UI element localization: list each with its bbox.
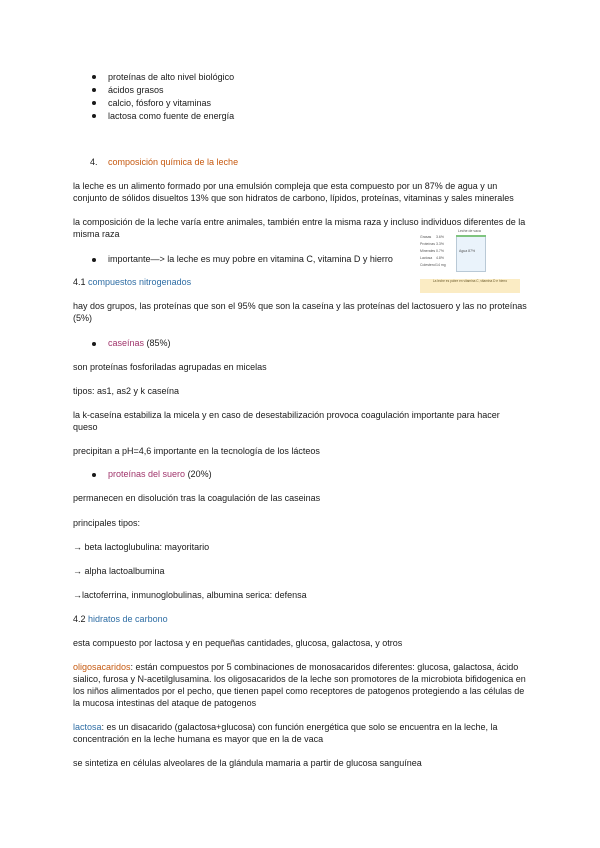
section-number: 4.1: [73, 277, 86, 287]
paragraph-lactoferrina: →lactoferrina, inmunoglobulinas, albumina serica: defensa: [73, 590, 307, 600]
lactosa-text: : es un disacarido (galactosa+glucosa) con función energética que solo se encuentra en la leche, la concentración en la leche humana es mayor que en la de vaca: [73, 722, 498, 744]
infographic-row-value: 14 mg: [436, 263, 446, 267]
milk-composition-infographic: [420, 227, 525, 287]
paragraph-alpha: → alpha lactoalbumina: [73, 566, 165, 576]
section-heading: hidratos de carbono: [88, 614, 168, 624]
bullet-dot: [92, 101, 96, 105]
suero-pct: (20%): [185, 469, 212, 479]
list-item: ácidos grasos: [108, 85, 164, 95]
section-heading: composición química de la leche: [108, 157, 239, 167]
paragraph-permanecen: permanecen en disolución tras la coagulación de las caseinas: [73, 493, 321, 503]
bullet-dot: [92, 473, 96, 477]
paragraph-beta: → beta lactoglubulina: mayoritario: [73, 542, 210, 552]
infographic-row-label: Minerales: [420, 249, 436, 253]
list-item: proteínas de alto nivel biológico: [108, 72, 235, 82]
caseinas-pct: (85%): [144, 338, 171, 348]
paragraph-oligosacaridos: [73, 661, 533, 709]
infographic-row-label: Lactosa: [420, 256, 433, 260]
paragraph-ph: precipitan a pH=4,6 importante en la tecnología de los lácteos: [73, 446, 320, 456]
milk-glass-icon: [456, 235, 486, 272]
bullet-dot: [92, 114, 96, 118]
infographic-row-value: 4.8%: [436, 256, 444, 260]
term-proteinas-suero: proteínas del suero: [108, 469, 186, 479]
paragraph-fosforiladas: son proteínas fosforiladas agrupadas en micelas: [73, 362, 267, 372]
paragraph-lactosa: [73, 721, 533, 745]
infographic-row-label: Grasas: [420, 235, 432, 239]
milk-level-icon: [456, 235, 486, 237]
oligosacaridos-text: : están compuestos por 5 combinaciones de monosacaridos diferentes: glucosa, galactosa, ácido sialico, furosa y N-acetilglusamina. los oligosacaridos de la leche son promotores de la microbiota bifidogenica en los niños alimentados por el pecho, que tienen papel como receptores de patogenos protegiendo a las células de la mucosa intestinas del ataque de patogenos: [73, 662, 526, 708]
bullet-dot: [92, 258, 96, 262]
glass-label: Agua 87%: [459, 249, 476, 253]
infographic-row-value: 3.3%: [436, 242, 444, 246]
bullet-dot: [92, 342, 96, 346]
paragraph-principales: principales tipos:: [73, 518, 141, 528]
section-number: 4.: [90, 157, 98, 167]
bullet-dot: [92, 75, 96, 79]
paragraph-tipos: tipos: as1, as2 y k caseína: [73, 386, 180, 396]
paragraph-kcaseina: la k-caseína estabiliza la micela y en caso de desestabilización provoca coagulación importante para hacer queso: [73, 410, 500, 432]
paragraph-hidratos: esta compuesto por lactosa y en pequeñas cantidades, glucosa, galactosa, y otros: [73, 638, 403, 648]
term-lactosa: lactosa: [73, 722, 102, 732]
list-item: calcio, fósforo y vitaminas: [108, 98, 212, 108]
section-heading: compuestos nitrogenados: [88, 277, 192, 287]
section-number: 4.2: [73, 614, 86, 624]
infographic-row-value: 3.6%: [436, 235, 444, 239]
list-item: importante—> la leche es muy pobre en vitamina C, vitamina D y hierro: [108, 254, 393, 264]
paragraph-intro: la leche es un alimento formado por una emulsión compleja que esta compuesto por un 87% de agua y un conjunto de sólidos disueltos 13% que son hidratos de carbono, lípidos, proteínas, vitaminas y sales minerales: [73, 181, 514, 203]
infographic-row-label: Proteínas: [420, 242, 435, 246]
list-item: lactosa como fuente de energía: [108, 111, 235, 121]
infographic-row-value: 0.7%: [436, 249, 444, 253]
infographic-top-label: Leche de vaca: [458, 229, 481, 233]
infographic-row-label: Colesterol: [420, 263, 436, 267]
paragraph-composition: la composición de la leche varía entre animales, también entre la misma raza y incluso individuos diferentes de la misma raza: [73, 217, 526, 239]
paragraph-grupos: hay dos grupos, las proteínas que son el 95% que son la caseína y las proteínas del lactosuero y las no proteínas (5%): [73, 301, 527, 323]
term-oligosacaridos: oligosacaridos: [73, 662, 131, 672]
bullet-dot: [92, 88, 96, 92]
infographic-caption: La leche es pobre en vitamina C, vitamina D e hierro: [420, 279, 520, 293]
paragraph-sintetiza: se sintetiza en células alveolares de la glándula mamaria a partir de glucosa sanguínea: [73, 758, 422, 768]
term-caseinas: caseínas: [108, 338, 145, 348]
